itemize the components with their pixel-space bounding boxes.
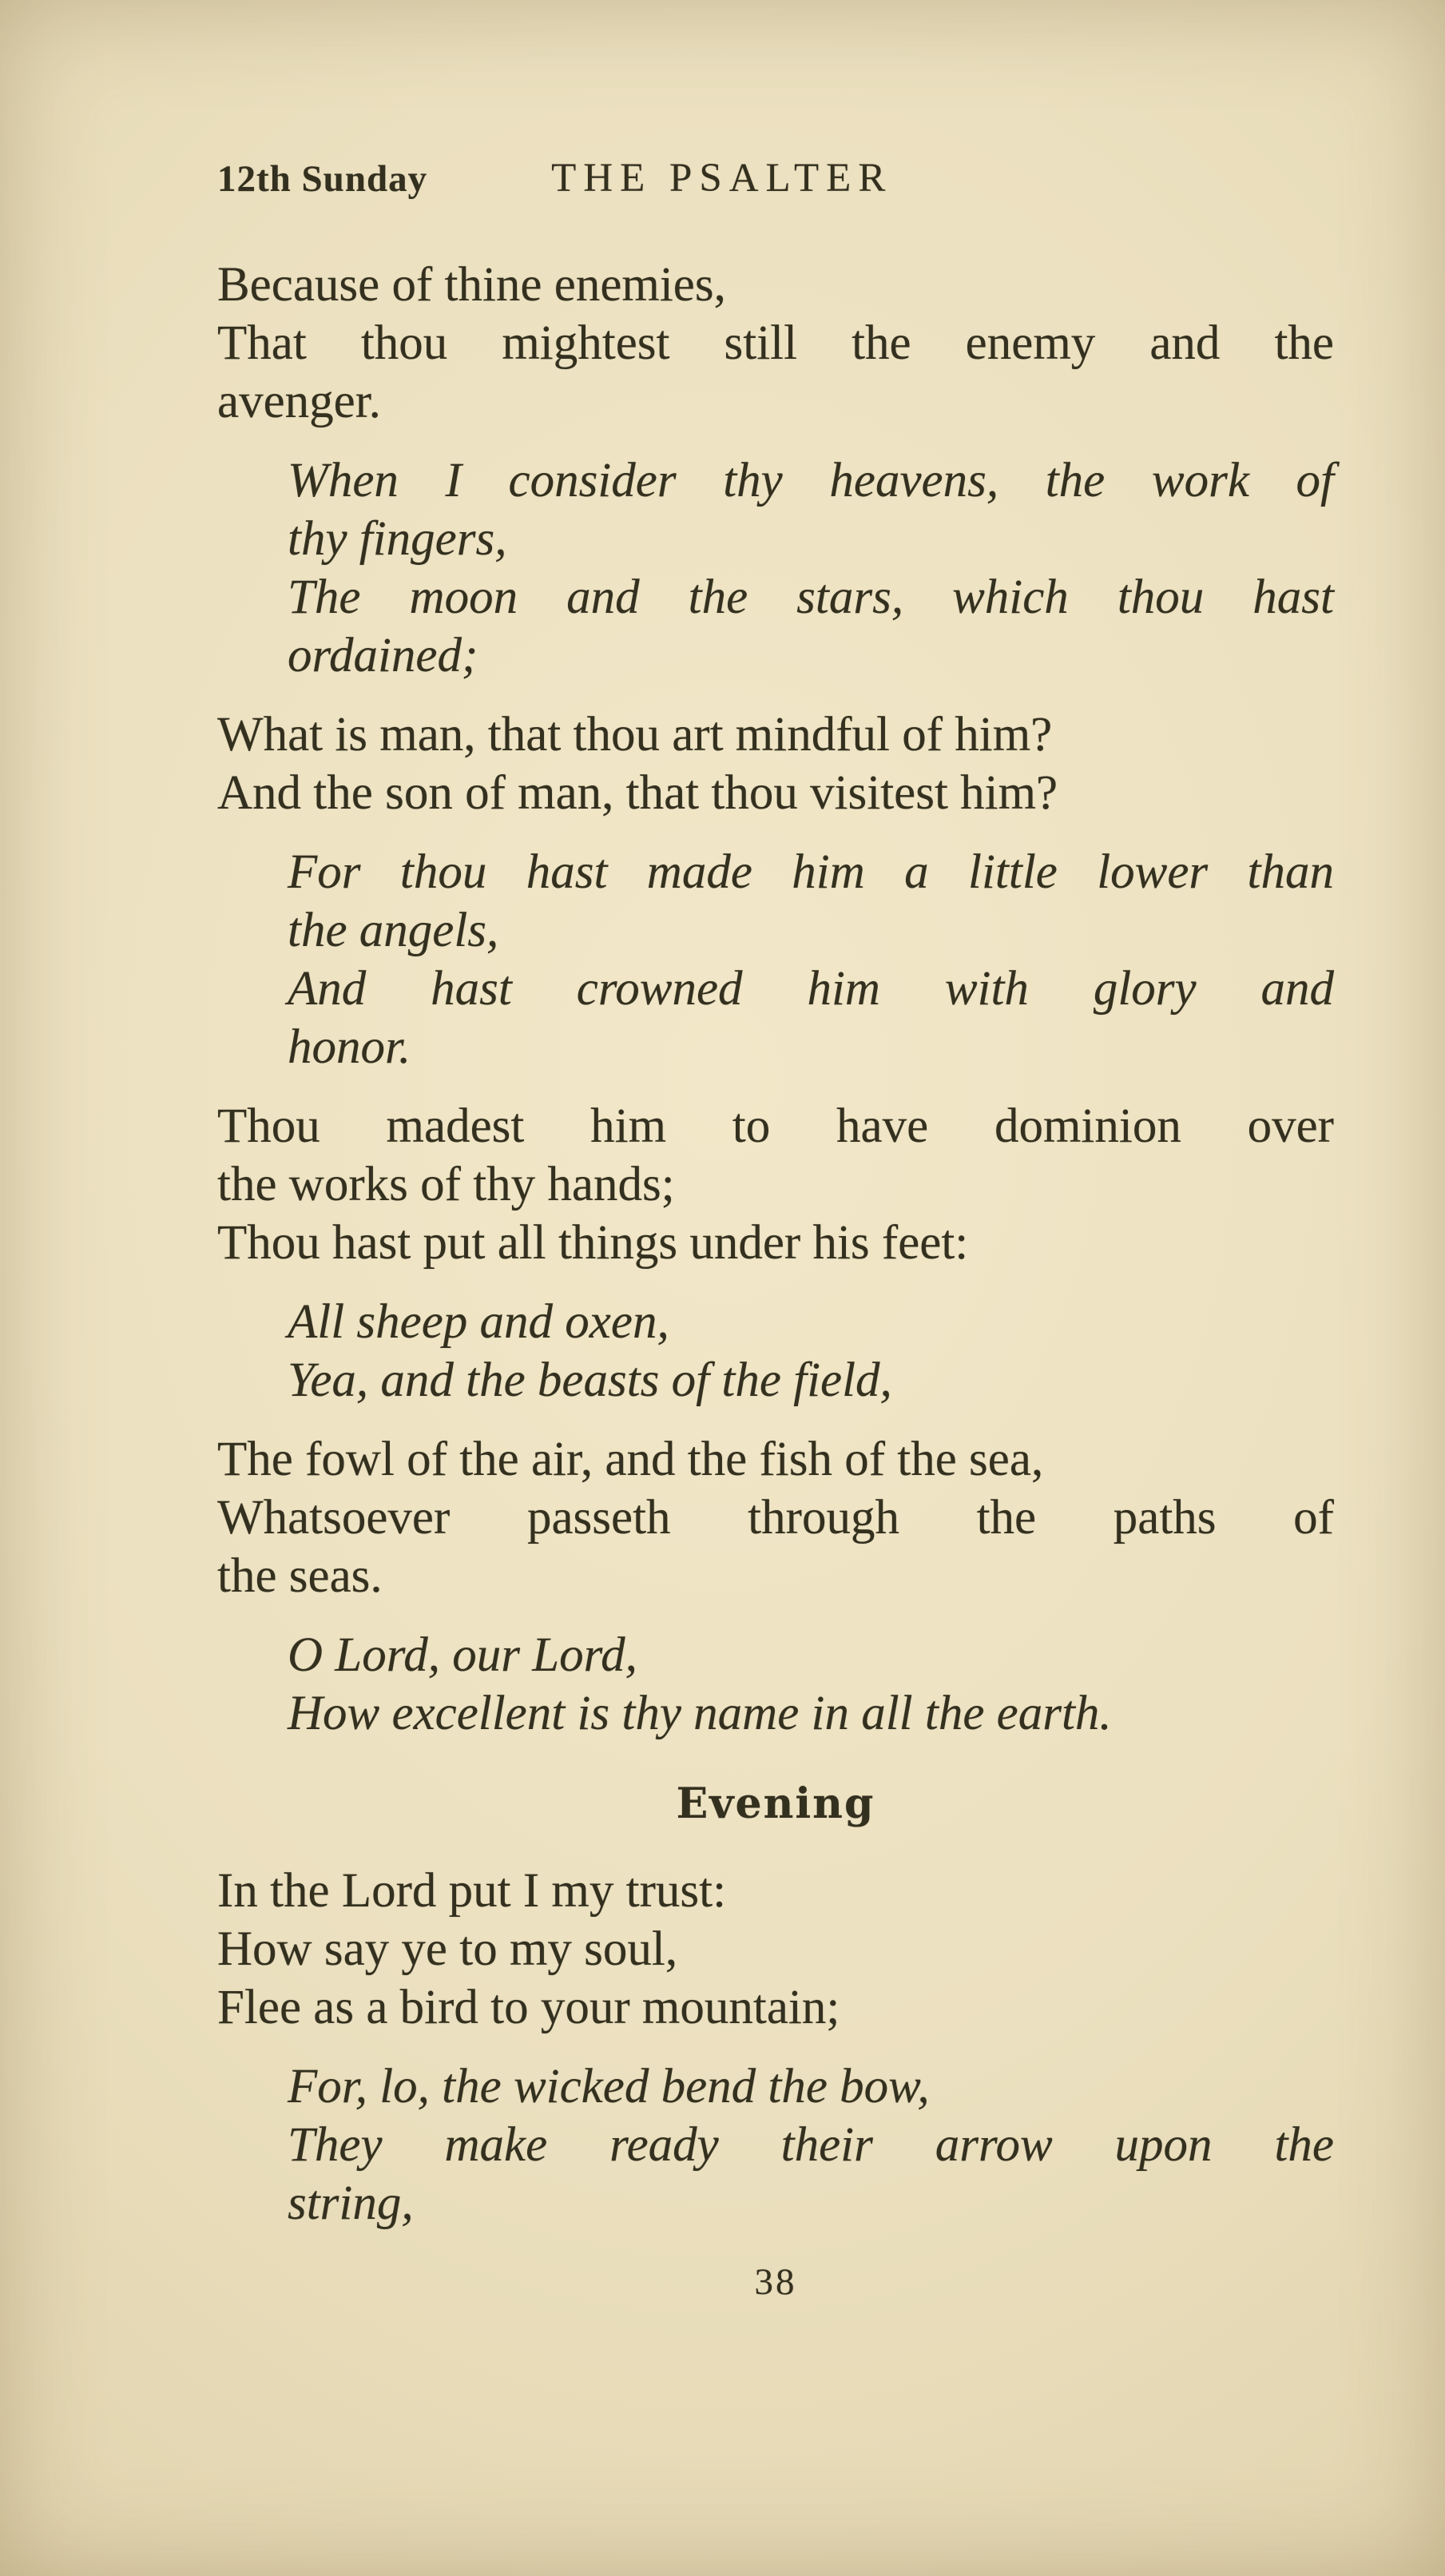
psalm-line: And the son of man, that thou visitest him? — [217, 766, 1058, 820]
running-head-title: THE PSALTER — [551, 156, 893, 201]
page-number: 38 — [754, 2261, 797, 2303]
psalm-line: O Lord, our Lord, — [288, 1628, 637, 1682]
psalm-blocks-evening — [217, 1862, 1334, 2232]
psalm-block — [217, 1097, 1334, 1272]
psalm-block — [217, 1430, 1334, 1605]
psalm-line: They make ready their arrow upon the — [288, 2118, 1334, 2172]
psalm-line: Whatsoever passeth through the paths of — [217, 1491, 1334, 1544]
psalm-line: Yea, and the beasts of the field, — [288, 1354, 892, 1407]
psalm-line: For, lo, the wicked bend the bow, — [288, 2060, 930, 2113]
psalm-block — [217, 451, 1334, 685]
psalm-line: When I consider thy heavens, the work of — [288, 454, 1334, 507]
psalm-block — [217, 706, 1334, 822]
psalm-line: For thou hast made him a little lower than — [288, 845, 1334, 899]
psalm-line: Thou hast put all things under his feet: — [217, 1216, 969, 1270]
psalm-line: Because of thine enemies, — [217, 258, 726, 312]
psalm-line: The fowl of the air, and the fish of the sea, — [217, 1433, 1044, 1486]
psalm-block — [217, 2057, 1334, 2232]
psalm-line: That thou mightest still the enemy and the — [217, 316, 1334, 370]
psalm-line: What is man, that thou art mindful of him? — [217, 708, 1053, 761]
psalm-line: the seas. — [217, 1549, 383, 1603]
psalm-line: avenger. — [217, 375, 381, 428]
psalm-block — [217, 1626, 1334, 1743]
psalm-line: How say ye to my soul, — [217, 1922, 678, 1976]
psalm-line: string, — [288, 2176, 414, 2230]
running-head-section: 12th Sunday — [217, 158, 428, 200]
psalm-line: The moon and the stars, which thou hast — [288, 570, 1334, 624]
running-head — [217, 155, 892, 201]
psalm-line: And hast crowned him with glory and — [288, 962, 1334, 1016]
psalm-block — [217, 1862, 1334, 2037]
psalm-line: All sheep and oxen, — [288, 1295, 669, 1349]
psalm-text — [217, 256, 1334, 2312]
psalm-block — [217, 1293, 1334, 1409]
psalm-line: Flee as a bird to your mountain; — [217, 1981, 840, 2034]
psalm-line: ordained; — [288, 629, 478, 682]
psalm-line: How excellent is thy name in all the earth. — [288, 1687, 1112, 1740]
section-heading-evening: Evening — [676, 1779, 875, 1828]
psalm-line: honor. — [288, 1020, 411, 1074]
psalm-line: In the Lord put I my trust: — [217, 1864, 727, 1918]
psalm-line: the works of thy hands; — [217, 1158, 675, 1211]
psalm-block — [217, 843, 1334, 1076]
psalm-block — [217, 256, 1334, 431]
psalm-line: Thou madest him to have dominion over — [217, 1099, 1334, 1153]
psalm-line: the angels, — [288, 904, 499, 957]
psalm-blocks-morning — [217, 256, 1334, 1743]
psalm-line: thy fingers, — [288, 512, 507, 566]
